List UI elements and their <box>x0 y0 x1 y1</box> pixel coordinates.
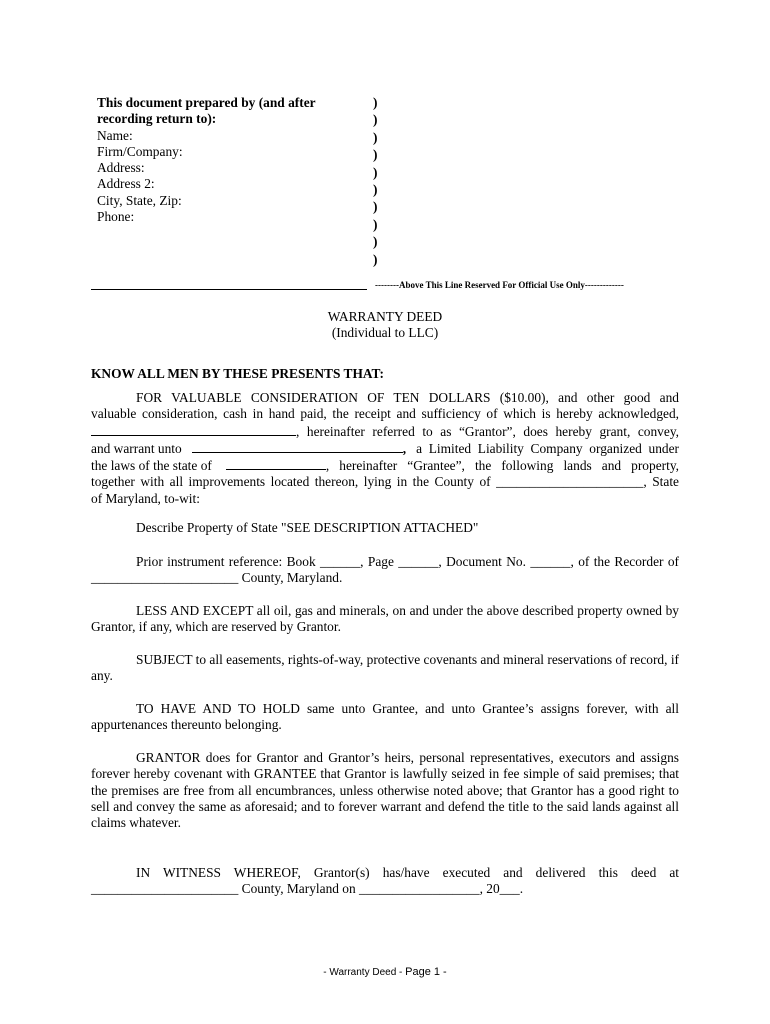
grantor-text: , hereinafter referred to as “Grantor”, does hereby grant, convey, <box>296 423 679 439</box>
prepared-by-name-label: Name: <box>97 127 133 143</box>
witness-line: IN WITNESS WHEREOF, Grantor(s) has/have executed and delivered this deed at <box>136 865 679 880</box>
parenthesis-column <box>373 94 377 268</box>
prepared-by-heading: This document prepared by (and after recording return to): <box>97 95 316 127</box>
prior-reference-line: ______________________ County, Maryland. <box>91 570 343 586</box>
official-use-note: --------Above This Line Reserved For Official Use Only------------- <box>375 280 624 290</box>
witness-line: ______________________ County, Maryland on __________________, 20___. <box>91 881 524 897</box>
page-number: Page 1 - <box>405 966 447 978</box>
page-footer <box>0 964 770 981</box>
state-blank[interactable] <box>226 457 326 470</box>
warrant-text: and warrant unto <box>91 440 182 456</box>
parenthesis: ) <box>373 216 378 232</box>
comma: , <box>402 440 407 456</box>
parenthesis: ) <box>373 147 378 163</box>
consideration-line <box>91 457 679 474</box>
llc-text: a Limited Liability Company organized under <box>416 440 679 456</box>
state-label: the laws of the state of <box>91 458 212 474</box>
footer-label: - Warranty Deed - <box>323 967 406 978</box>
parenthesis: ) <box>373 199 378 215</box>
prior-reference-paragraph <box>91 554 679 587</box>
parenthesis: ) <box>373 234 378 250</box>
consideration-line: valuable consideration, cash in hand paid, the receipt and sufficiency of which is hereby acknowledged, <box>91 406 679 422</box>
parenthesis: ) <box>373 164 378 180</box>
witness-paragraph <box>91 865 679 898</box>
know-all-heading: KNOW ALL MEN BY THESE PRESENTS THAT: <box>91 366 384 381</box>
consideration-paragraph <box>91 390 679 507</box>
consideration-line: FOR VALUABLE CONSIDERATION OF TEN DOLLARS ($10.00), and other good and <box>136 390 679 405</box>
parenthesis: ) <box>373 129 378 145</box>
document-subtitle: (Individual to LLC) <box>331 325 439 341</box>
grantor-blank[interactable] <box>91 423 296 436</box>
prepared-by-block <box>97 95 369 225</box>
prepared-by-city-label: City, State, Zip: <box>97 192 182 208</box>
prepared-by-phone-label: Phone: <box>97 209 135 225</box>
consideration-line <box>91 440 679 457</box>
document-title-block <box>0 309 770 342</box>
document-title: WARRANTY DEED <box>327 309 443 324</box>
prepared-by-address-label: Address: <box>97 160 145 176</box>
parenthesis: ) <box>373 251 378 267</box>
consideration-line: of Maryland, to-wit: <box>91 490 200 506</box>
covenant-paragraph: GRANTOR does for Grantor and Grantor’s heirs, personal representatives, executors and assigns forever hereby covenant with GRANTEE that Grantor is lawfully seized in fee simple of said premises; that the premises are free from all encumbrances, unless otherwise noted above; that Grantor has a good right to sell and convey the same as aforesaid; and to forever warrant and defend the title to the said lands against all claims whatever. <box>91 750 679 831</box>
habendum-paragraph: TO HAVE AND TO HOLD same unto Grantee, and unto Grantee’s assigns forever, with all appurtenances thereunto belonging. <box>91 701 679 733</box>
parenthesis: ) <box>373 182 378 198</box>
parenthesis: ) <box>373 95 378 110</box>
consideration-line <box>91 423 679 440</box>
prepared-by-address2-label: Address 2: <box>97 176 155 192</box>
property-description: Describe Property of State "SEE DESCRIPTION ATTACHED" <box>136 520 479 535</box>
prepared-by-firm-label: Firm/Company: <box>97 143 183 159</box>
grantee-text: , hereinafter “Grantee”, the following lands and property, <box>325 458 679 474</box>
parenthesis: ) <box>373 112 378 128</box>
prior-reference-line: Prior instrument reference: Book ______, Page ______, Document No. ______, of the Recorder of <box>136 554 679 569</box>
consideration-line: together with all improvements located thereon, lying in the County of ______________________, State <box>91 474 679 490</box>
grantee-blank[interactable] <box>192 440 403 453</box>
subject-to-paragraph: SUBJECT to all easements, rights-of-way, protective covenants and mineral reservations of record, if any. <box>91 652 679 684</box>
recording-divider-line <box>91 289 367 290</box>
less-and-except-paragraph: LESS AND EXCEPT all oil, gas and minerals, on and under the above described property owned by Grantor, if any, which are reserved by Grantor. <box>91 603 679 635</box>
